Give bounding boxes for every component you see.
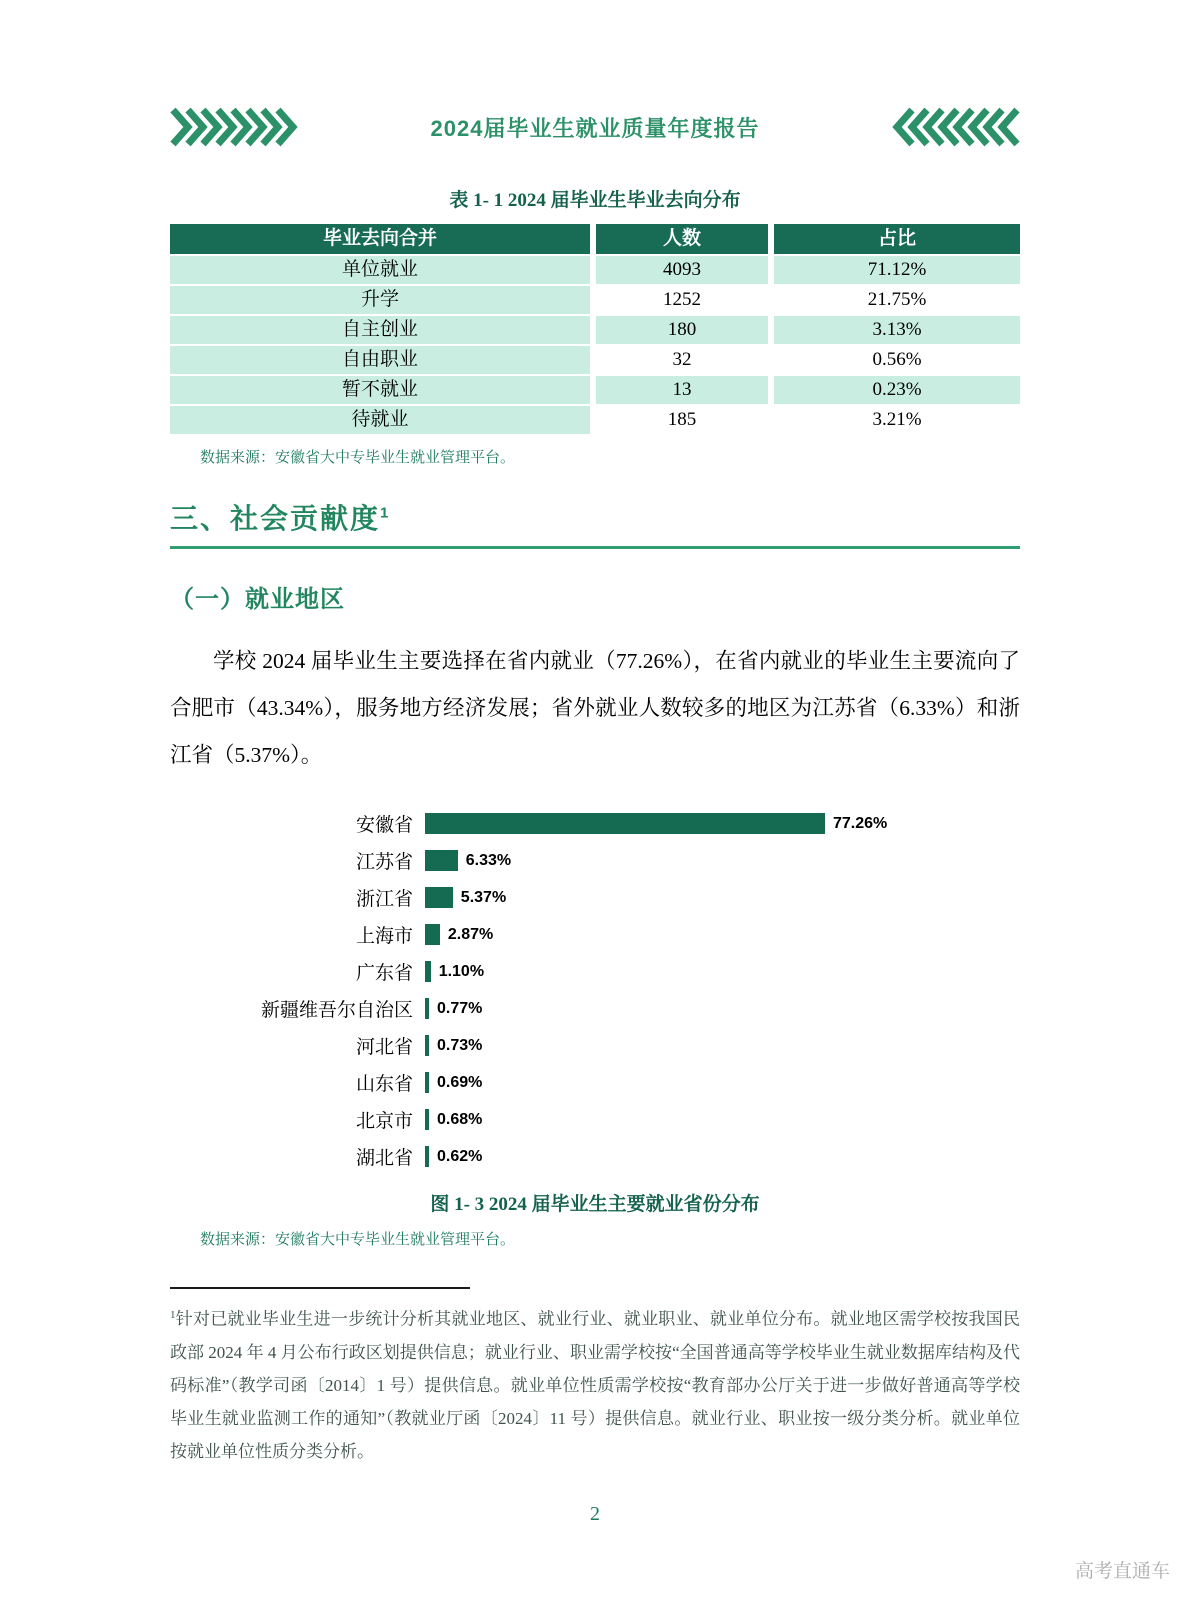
chart-category-label: 安徽省	[355, 815, 413, 836]
table-cell: 1252	[596, 286, 768, 314]
chart-bar	[425, 1035, 429, 1056]
subsection-heading: （一）就业地区	[170, 586, 345, 613]
chart-category-label: 江苏省	[355, 852, 413, 873]
chart-value-label: 0.62%	[437, 1147, 483, 1165]
table-cell: 3.13%	[774, 316, 1020, 344]
table-row	[170, 406, 1020, 434]
chart-bar-track	[425, 1027, 1020, 1064]
table-row	[170, 346, 1020, 374]
chart-value-label: 77.26%	[833, 814, 888, 832]
table-cell: 自主创业	[170, 316, 590, 344]
table-header-cell: 毕业去向合并	[170, 224, 590, 254]
chart-bar-track	[425, 1064, 1020, 1101]
section-divider	[170, 546, 1020, 549]
footnote-reference: 1	[380, 504, 391, 522]
chart-bar	[425, 813, 825, 834]
footnote-divider	[170, 1287, 470, 1289]
employment-province-chart	[170, 805, 1020, 1175]
chart-value-label: 0.68%	[437, 1110, 483, 1128]
chart-bar-row	[170, 990, 1020, 1027]
body-paragraph: 学校 2024 届毕业生主要选择在省内就业（77.26%），在省内就业的毕业生主要流向了合肥市（43.34%），服务地方经济发展；省外就业人数较多的地区为江苏省（6.33%）和浙江省（5.37%）。	[170, 649, 1020, 767]
table-cell: 32	[596, 346, 768, 374]
chart-bar-row	[170, 1064, 1020, 1101]
chart-category-label: 上海市	[355, 926, 413, 947]
chart-value-label: 5.37%	[460, 888, 507, 906]
chart-value-label: 0.73%	[437, 1036, 483, 1054]
chart-bar-row	[170, 1027, 1020, 1064]
chart-category-label: 北京市	[355, 1111, 413, 1132]
chart-bar	[425, 1072, 429, 1093]
chart-category-label: 湖北省	[355, 1148, 413, 1169]
chart-value-label: 0.77%	[437, 999, 483, 1017]
table-cell: 3.21%	[774, 406, 1020, 434]
chart-bar-track	[425, 916, 1020, 953]
chart-bar-track	[425, 842, 1020, 879]
chart-bar-track	[425, 805, 1020, 842]
table-cell: 21.75%	[774, 286, 1020, 314]
table-cell: 暂不就业	[170, 376, 590, 404]
chart-category-label: 浙江省	[355, 889, 413, 910]
chart-value-label: 0.69%	[437, 1073, 483, 1091]
page-number: 2	[590, 1503, 600, 1525]
footnote	[170, 1299, 1020, 1468]
table-cell: 0.23%	[774, 376, 1020, 404]
table-cell: 升学	[170, 286, 590, 314]
chart-bar-row	[170, 879, 1020, 916]
chart-value-label: 2.87%	[447, 925, 494, 943]
chart-bar-track	[425, 990, 1020, 1027]
table-cell: 0.56%	[774, 346, 1020, 374]
report-title: 2024届毕业生就业质量年度报告	[430, 115, 760, 141]
table-cell: 4093	[596, 256, 768, 284]
chart-bar-row	[170, 1138, 1020, 1175]
footnote-marker: 1	[170, 1309, 176, 1321]
chart-category-label: 山东省	[355, 1074, 413, 1095]
chart-bar-row	[170, 1101, 1020, 1138]
chart-bar-track	[425, 1138, 1020, 1175]
table-caption: 表 1- 1 2024 届毕业生毕业去向分布	[449, 190, 741, 211]
chart-bar-row	[170, 916, 1020, 953]
chart-bar	[425, 924, 440, 945]
chart-bar-row	[170, 842, 1020, 879]
chart-caption: 图 1- 3 2024 届毕业生主要就业省份分布	[430, 1194, 760, 1215]
chart-category-label: 新疆维吾尔自治区	[260, 1000, 413, 1021]
chart-value-label: 1.10%	[438, 962, 485, 980]
table-cell: 71.12%	[774, 256, 1020, 284]
page-header	[170, 103, 1020, 151]
chart-category-label: 河北省	[355, 1037, 413, 1058]
section-title-text: 三、社会贡献度	[170, 503, 381, 534]
chart-bar-track	[425, 879, 1020, 916]
chart-bar-track	[425, 953, 1020, 990]
chart-value-label: 6.33%	[465, 851, 512, 869]
watermark: 高考直通车	[1074, 1561, 1170, 1582]
table-row	[170, 316, 1020, 344]
table-cell: 13	[596, 376, 768, 404]
section-heading	[170, 497, 1020, 537]
table-row	[170, 256, 1020, 284]
table-header-cell: 占比	[774, 224, 1020, 254]
table-cell: 单位就业	[170, 256, 590, 284]
chart-category-label: 广东省	[355, 963, 413, 984]
chart-bar	[425, 1146, 429, 1167]
chevrons-right-icon	[170, 105, 298, 149]
data-source-note-2: 数据来源：安徽省大中专毕业生就业管理平台。	[200, 1232, 516, 1248]
data-source-note: 数据来源：安徽省大中专毕业生就业管理平台。	[200, 450, 516, 466]
chart-bar-track	[425, 1101, 1020, 1138]
chart-bar	[425, 850, 458, 871]
chart-bar	[425, 887, 453, 908]
chart-bar	[425, 961, 431, 982]
table-cell: 待就业	[170, 406, 590, 434]
footnote-text: 针对已就业毕业生进一步统计分析其就业地区、就业行业、就业职业、就业单位分布。就业地区需学校按我国民政部 2024 年 4 月公布行政区划提供信息；就业行业、职业需学校按“全国普通高等学校毕业生就业数据库结构及代码标准”（教学司函〔2014〕1 号）提供信息。就业单位性质需学校按“教育部办公厅关于进一步做好普通高等学校毕业生就业监测工作的通知”（教就业厅函〔2024〕11 号）提供信息。就业行业、职业按一级分类分析。就业单位按就业单位性质分类分析。	[170, 1309, 1020, 1461]
table-header-cell: 人数	[596, 224, 768, 254]
table-row	[170, 376, 1020, 404]
table-header-row	[170, 224, 1020, 254]
chart-bar	[425, 1109, 429, 1130]
chart-bar-row	[170, 805, 1020, 842]
table-cell: 185	[596, 406, 768, 434]
table-cell: 180	[596, 316, 768, 344]
graduation-destination-table	[170, 224, 1020, 434]
table-row	[170, 286, 1020, 314]
table-cell: 自由职业	[170, 346, 590, 374]
chart-bar-row	[170, 953, 1020, 990]
chevrons-left-icon	[892, 105, 1020, 149]
chart-bar	[425, 998, 429, 1019]
